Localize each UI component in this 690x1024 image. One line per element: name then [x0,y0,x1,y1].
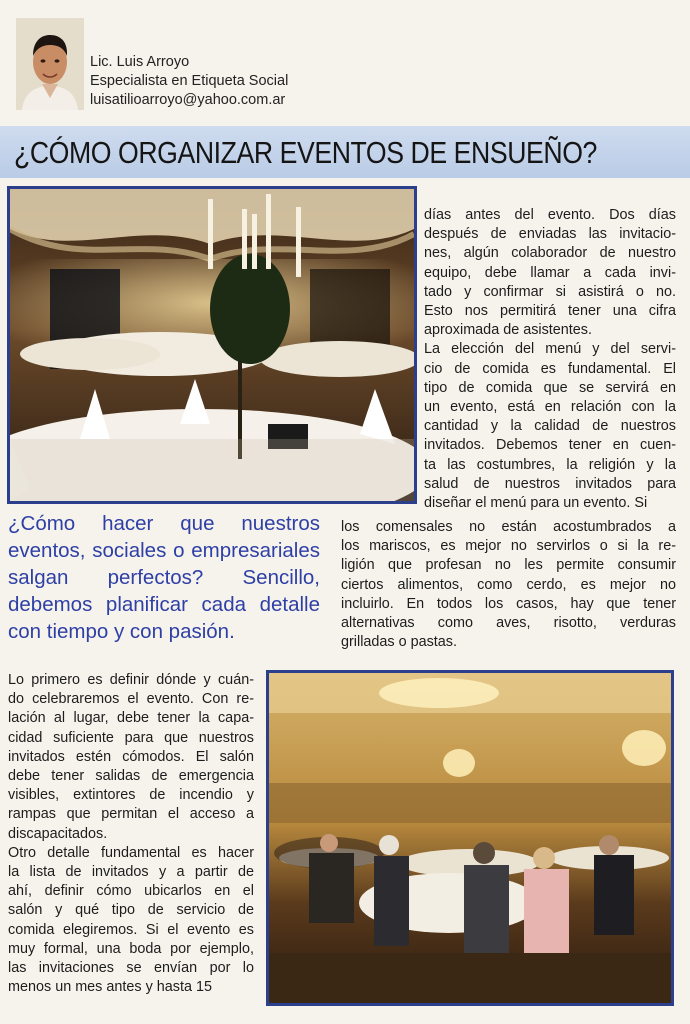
text-line: cio de comida es fundamental. El [424,360,676,377]
text-line: grilladas o pastas. [341,634,457,651]
author-portrait-image [16,18,84,110]
text-line: Otro detalle fundamental es hacer [8,844,254,861]
pull-quote: ¿Cómo hacer que nuestros eventos, sociales o empresariales salgan perfectos? Sencillo, debemos planificar cada detalle con tiempo y con pasión. [8,512,320,643]
text-line: rampas que permitan el acceso a [8,806,254,823]
text-line: salud de nuestros invitados para [424,475,676,492]
text-line: ta las costumbres, la religión y la [424,456,676,473]
text-line: diseñar el menú para un evento. Si [424,495,648,512]
text-line: cidad suficiente para que nuestros [8,729,254,746]
text-line: los comensales no están acostumbrados a [341,519,676,535]
text-line: cantidad y la calidad de nuestros [424,418,676,435]
text-line: incluirlo. En todos los casos, hay que tener [341,595,676,612]
text-line: lación al lugar, debe tener la capa- [8,710,254,727]
banquet-table-photo [7,186,417,504]
text-line: alternativas como aves, risotto, verduras [341,615,676,632]
text-line: Lo primero es definir dónde y cuán- [8,672,254,688]
text-line: do celebraremos el evento. Con re- [8,691,254,708]
text-line: discapacitados. [8,825,108,842]
text-line: menos un mes antes y hasta 15 [8,979,212,996]
text-line: después de enviadas las invitacio- [424,226,676,243]
text-line: la lista de invitados y a partir de [8,864,254,881]
text-line: los mariscos, es mejor no servirlos o si la re- [341,538,676,555]
body-text-left-bottom [8,671,254,997]
text-line: tado y confirmar si asistirá o no. [424,283,676,300]
text-line: invitados. Debemos tener en cuen- [424,437,676,454]
text-line: muy formal, una boda por ejemplo, [8,940,254,957]
text-line: invitados estén cómodos. El salón [8,748,254,765]
text-line: un evento, está en relación con la [424,399,676,416]
banquet-illustration [10,189,414,501]
ballroom-guests-photo [266,670,674,1006]
article-title: ¿CÓMO ORGANIZAR EVENTOS DE ENSUEÑO? [14,135,597,170]
author-info [90,53,288,110]
text-line: La elección del menú y del servi- [424,341,676,358]
text-line: ligión que profesan no les permite consumir [341,557,676,574]
author-name: Lic. Luis Arroyo [90,54,190,70]
text-line: Esto nos permitirá tener una cifra [424,303,676,320]
ballroom-illustration [269,673,671,1003]
author-email: luisatilioarroyo@yahoo.com.ar [90,92,286,108]
author-photo [16,18,84,110]
text-line: días antes del evento. Dos días [424,207,676,223]
text-line: ciertos alimentos, como cerdo, es mejor no [341,576,676,593]
author-role: Especialista en Etiqueta Social [90,73,289,89]
text-line: las invitaciones se envían por lo [8,960,254,977]
text-line: ahí, definir cómo ubicarlos en el [8,883,254,900]
body-text-right-top [424,206,676,513]
text-line: visibles, extintores de incendio y [8,787,254,804]
body-text-right-wide [341,518,676,652]
text-line: tipo de comida que se servirá en [424,379,676,396]
text-line: aproximada de asistentes. [424,322,592,339]
text-line: debe tener salidas de emergencia [8,768,254,785]
text-line: salón y qué tipo de servicio de [8,902,254,919]
text-line: comida elegiremos. Si el evento es [8,921,254,938]
text-line: equipo, debe llamar a cada invi- [424,264,676,281]
text-line: nes, algún colaborador de nuestro [424,245,676,262]
